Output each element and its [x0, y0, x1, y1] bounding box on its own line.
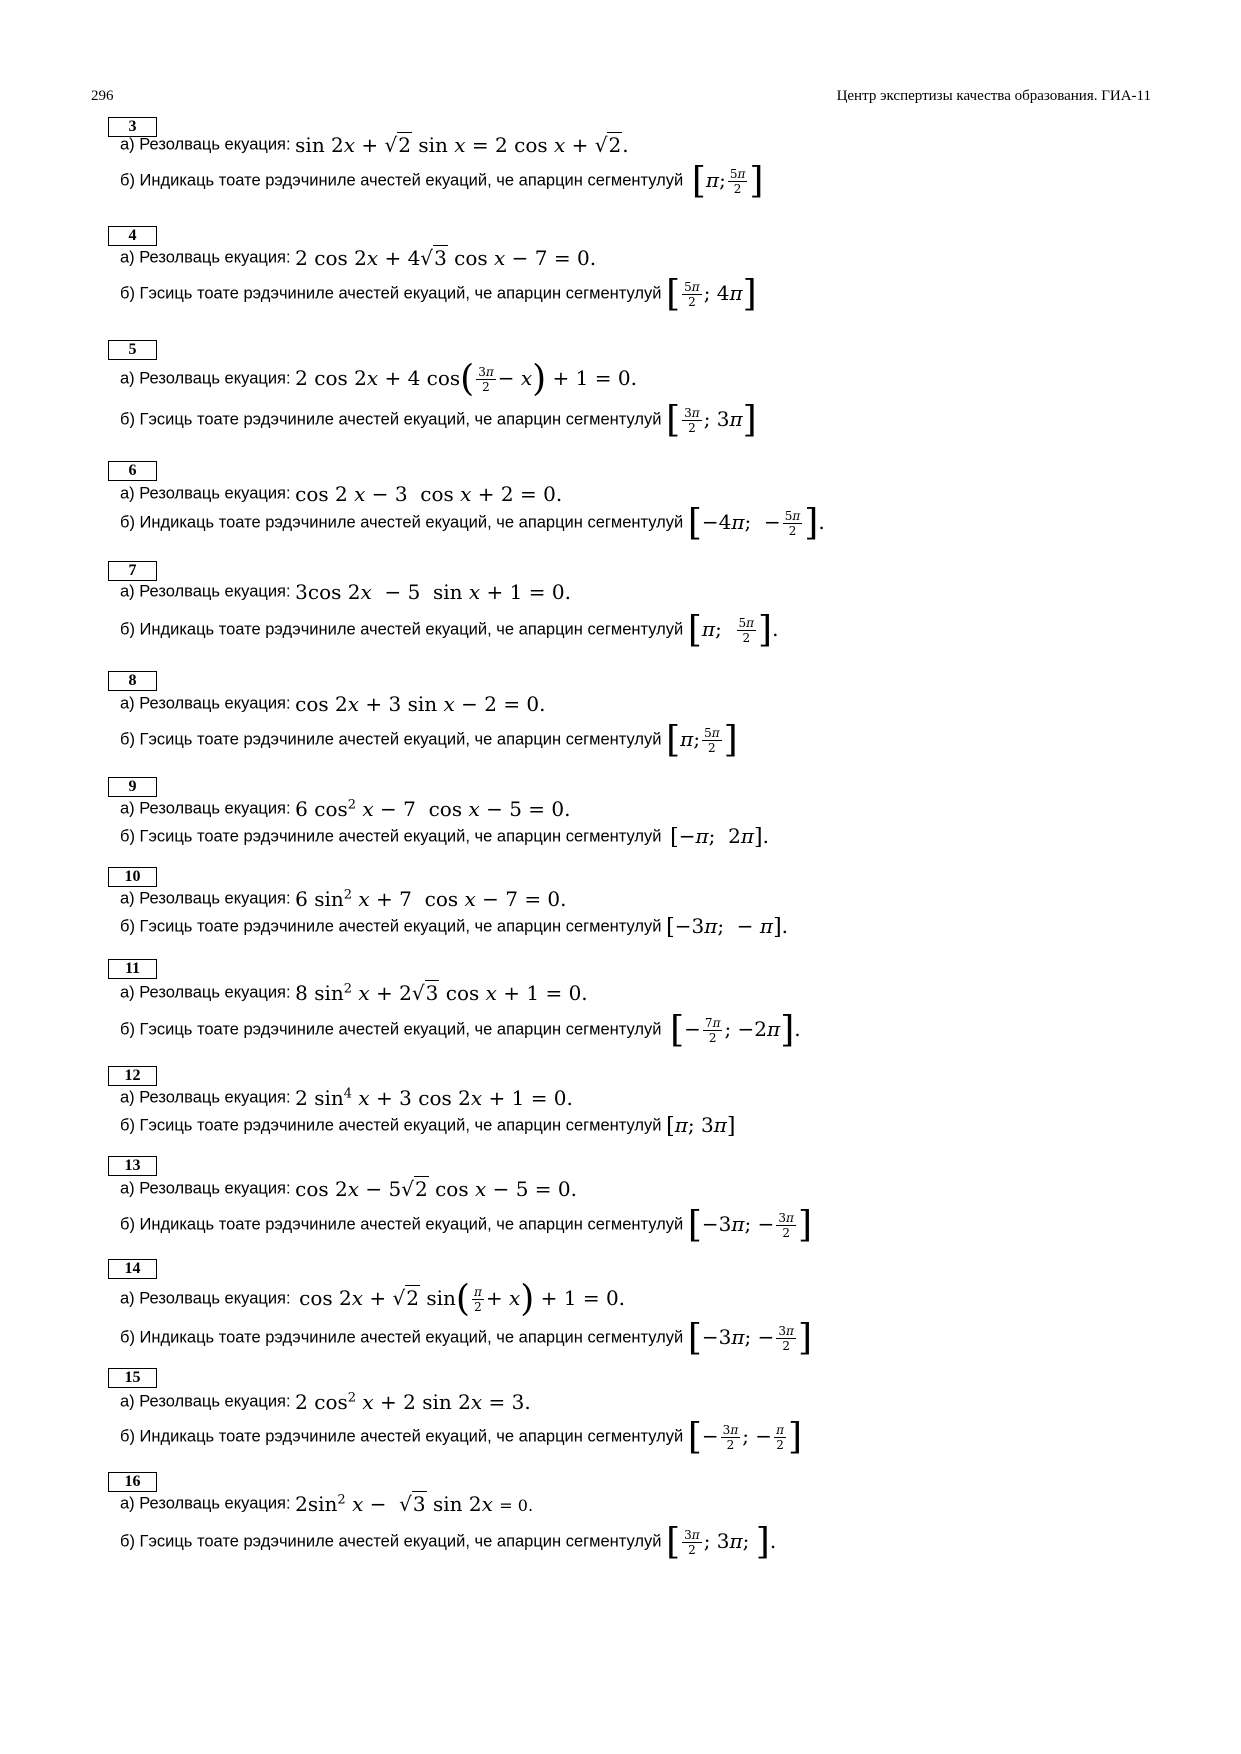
part-a [120, 482, 562, 506]
equation: 3cos 2x − 5 sin x + 1 = 0. [295, 580, 571, 604]
part-a-label: а) Резолваць екуация: [120, 248, 296, 267]
interval: [−3π; − $\frac{3\pi}{2}$ ] [687, 1317, 812, 1358]
part-a [120, 580, 571, 604]
part-b [120, 1113, 735, 1139]
part-b [120, 1317, 812, 1358]
problem-number: 13 [108, 1156, 157, 1176]
problem-number: 8 [108, 671, 157, 691]
part-a [120, 692, 546, 716]
part-a-label: а) Резолваць екуация: [120, 1179, 296, 1198]
problem-number: 15 [108, 1368, 157, 1388]
part-b-label: б) Гэсиць тоате рэдэчиниле ачестей екуаций, че апарцин сегментулуй [120, 410, 667, 429]
part-b [120, 1521, 777, 1562]
part-a-label: а) Резолваць екуация: [120, 1289, 296, 1308]
part-b [120, 160, 764, 201]
equation: 8 $\sin^2 x + 2√3$ cos x + 1 = 0. [295, 981, 588, 1005]
equation: 2 $\cos^2 x + 2$ sin 2x = 3. [295, 1390, 531, 1414]
equation: cos 2x − 5√2 cos x − 5 = 0. [295, 1177, 577, 1201]
interval: [π; 3π] [666, 1113, 736, 1139]
part-b-label: б) Индикаць тоате рэдэчиниле ачестей екуаций, че апарцин сегментулуй [120, 513, 688, 532]
equation: cos 2 x − 3 cos x + 2 = 0. [295, 482, 563, 506]
part-a [120, 1177, 577, 1201]
problem-number: 10 [108, 867, 157, 887]
part-a-label: а) Резолваць екуация: [120, 1392, 296, 1411]
interval: [π; $\frac{5\pi}{2}$ ]. [687, 609, 779, 650]
part-b [120, 824, 769, 850]
part-a [120, 981, 588, 1005]
part-a [120, 358, 637, 399]
part-b-label: б) Индикаць тоате рэдэчиниле ачестей екуаций, че апарцин сегментулуй [120, 620, 688, 639]
part-b-label: б) Гэсиць тоате рэдэчиниле ачестей екуаций, че апарцин сегментулуй [120, 1116, 667, 1135]
interval: [ $\frac{3\pi}{2}$ ; 3π] [666, 399, 757, 440]
part-a [120, 797, 571, 821]
problem-number: 12 [108, 1066, 157, 1086]
problem-number: 14 [108, 1259, 157, 1279]
equation: $2\sin^2$ x − √3 sin 2x = 0. [295, 1492, 534, 1516]
part-b [120, 914, 788, 940]
part-a-label: а) Резолваць екуация: [120, 135, 296, 154]
interval: [−π; 2π]. [670, 824, 769, 850]
part-b [120, 502, 825, 543]
interval: [−3π; − π]. [666, 914, 789, 940]
part-a-label: а) Резолваць екуация: [120, 1494, 296, 1513]
equation: sin 2x + √2 sin x = 2 cos x + √2. [295, 133, 629, 157]
part-b [120, 719, 738, 760]
page-number: 296 [91, 88, 114, 104]
part-a [120, 246, 596, 270]
part-b [120, 399, 757, 440]
part-b [120, 1009, 801, 1050]
part-a-label: а) Резолваць екуация: [120, 582, 296, 601]
part-a [120, 1390, 531, 1414]
part-a-label: а) Резолваць екуация: [120, 1088, 296, 1107]
problem-number: 9 [108, 777, 157, 797]
equation: 2 $\sin^4 x + 3$ cos 2x + 1 = 0. [295, 1086, 573, 1110]
interval: [−4π; − $\frac{5\pi}{2}$ ]. [687, 502, 825, 543]
equation: 6 $\sin^2 x + 7$ cos x − 7 = 0. [295, 887, 567, 911]
part-a [120, 1492, 533, 1516]
part-a-label: а) Резолваць екуация: [120, 369, 296, 388]
interval: [π; $\frac{5\pi}{2}$ ] [666, 719, 738, 760]
part-b-label: б) Гэсиць тоате рэдэчиниле ачестей екуаций, че апарцин сегментулуй [120, 1532, 667, 1551]
part-a-label: а) Резолваць екуация: [120, 983, 296, 1002]
part-b-label: б) Гэсиць тоате рэдэчиниле ачестей екуаций, че апарцин сегментулуй [120, 827, 667, 846]
part-b [120, 609, 779, 650]
equation: cos 2x + 3 sin x − 2 = 0. [295, 692, 546, 716]
problem-number: 6 [108, 461, 157, 481]
part-a [120, 887, 567, 911]
part-b [120, 273, 757, 314]
part-b-label: б) Индикаць тоате рэдэчиниле ачестей екуаций, че апарцин сегментулуй [120, 1427, 688, 1446]
interval: [−3π; − $\frac{3\pi}{2}$ ] [687, 1204, 812, 1245]
part-b-label: б) Индикаць тоате рэдэчиниле ачестей екуаций, че апарцин сегментулуй [120, 1215, 688, 1234]
equation: cos 2x + √2 sin( $\frac{\pi}{2}$ + x) + 1 = 0. [299, 1278, 626, 1319]
part-b [120, 1204, 812, 1245]
part-b-label: б) Индикаць тоате рэдэчиниле ачестей екуаций, че апарцин сегментулуй [120, 171, 688, 190]
equation: 6 $\cos^2 x - 7$ cos x − 5 = 0. [295, 797, 571, 821]
part-a [120, 1086, 573, 1110]
problem-number: 16 [108, 1472, 157, 1492]
problem-number: 5 [108, 340, 157, 360]
part-b-label: б) Гэсиць тоате рэдэчиниле ачестей екуаций, че апарцин сегментулуй [120, 1020, 667, 1039]
part-b-label: б) Гэсиць тоате рэдэчиниле ачестей екуаций, че апарцин сегментулуй [120, 284, 667, 303]
part-a-label: а) Резолваць екуация: [120, 889, 296, 908]
interval: [− $\frac{3\pi}{2}$ ; − $\frac{\pi}{2}$ ] [687, 1416, 802, 1457]
interval: [ $\frac{3\pi}{2}$ ; 3π; ]. [666, 1521, 777, 1562]
part-b-label: б) Гэсиць тоате рэдэчиниле ачестей екуаций, че апарцин сегментулуй [120, 917, 667, 936]
part-a-label: а) Резолваць екуация: [120, 484, 296, 503]
problem-number: 7 [108, 561, 157, 581]
problem-number: 11 [108, 959, 157, 979]
part-a [120, 1278, 626, 1319]
part-a-label: а) Резолваць екуация: [120, 694, 296, 713]
problem-number: 4 [108, 226, 157, 246]
part-b [120, 1416, 802, 1457]
part-b-label: б) Гэсиць тоате рэдэчиниле ачестей екуаций, че апарцин сегментулуй [120, 730, 667, 749]
equation: 2 cos 2x + 4 cos( $\frac{3\pi}{2}$ − x) + 1 = 0. [295, 358, 637, 399]
part-b-label: б) Индикаць тоате рэдэчиниле ачестей екуаций, че апарцин сегментулуй [120, 1328, 688, 1347]
interval: [− $\frac{7\pi}{2}$ ; −2π]. [670, 1009, 801, 1050]
header-source: Центр экспертизы качества образования. ГИА-11 [836, 88, 1151, 104]
interval: [ $\frac{5\pi}{2}$ ; 4π] [666, 273, 757, 314]
part-a [120, 133, 629, 157]
interval: [π; $\frac{5\pi}{2}$ ] [691, 160, 764, 201]
equation: 2 cos 2x + 4√3 cos x − 7 = 0. [295, 246, 597, 270]
problem-number: 3 [108, 117, 157, 137]
part-a-label: а) Резолваць екуация: [120, 799, 296, 818]
